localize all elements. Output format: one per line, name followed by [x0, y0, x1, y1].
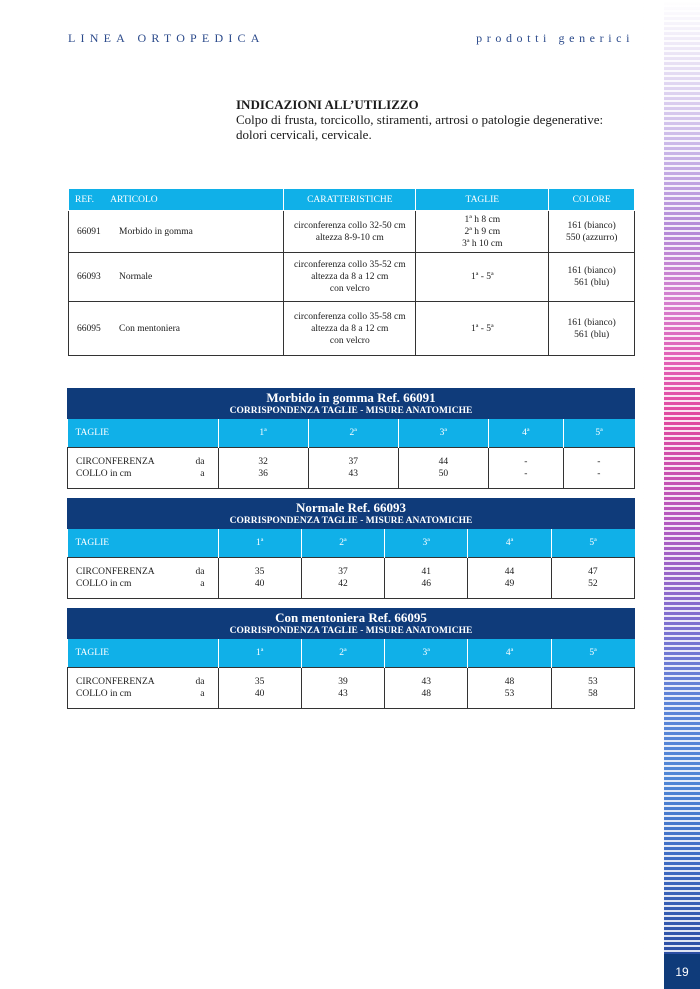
size-header: 2ª: [301, 529, 384, 558]
size-value: [218, 448, 308, 489]
value-a: 36: [258, 469, 268, 479]
value-da: -: [597, 457, 601, 467]
value-a: 58: [588, 689, 598, 699]
value-a: 43: [338, 689, 348, 699]
car-line: circonferenza collo 32-50 cm: [294, 220, 406, 231]
size-value: [488, 448, 563, 489]
value-a: 48: [421, 689, 431, 699]
car-line: circonferenza collo 35-58 cm: [294, 311, 406, 322]
cell-ref: 66095: [69, 302, 114, 356]
size-header: 4ª: [468, 639, 551, 668]
cell-taglie: [416, 211, 549, 253]
measure-label: [68, 558, 219, 599]
value-a: 42: [338, 579, 348, 589]
value-da: 53: [588, 677, 598, 687]
size-header: 2ª: [308, 419, 398, 448]
value-da: 41: [421, 567, 431, 577]
label-text: CIRCONFERENZA: [76, 457, 155, 467]
taglia-line: 2ª h 9 cm: [464, 226, 501, 237]
value-a: 40: [254, 689, 265, 699]
label-text: COLLO in cm: [76, 469, 132, 479]
size-table-subtitle: CORRISPONDENZA TAGLIE - MISURE ANATOMICHE: [229, 406, 473, 416]
product-table: [68, 188, 635, 356]
label-text: CIRCONFERENZA: [76, 677, 155, 687]
size-grid: [67, 419, 635, 489]
size-value: [218, 668, 301, 709]
table-row: [68, 668, 635, 709]
size-value: [308, 448, 398, 489]
value-da: 37: [348, 457, 358, 467]
value-da: 39: [338, 677, 348, 687]
car-line: altezza 8-9-10 cm: [315, 232, 384, 243]
page-number: 19: [664, 954, 700, 989]
size-header-label: TAGLIE: [68, 639, 219, 668]
table-row: [69, 253, 635, 302]
measure-label: [68, 668, 219, 709]
indications-line-2: dolori cervicali, cervicale.: [236, 127, 372, 142]
size-header: 5ª: [563, 419, 634, 448]
size-value: [301, 668, 384, 709]
car-line: altezza da 8 a 12 cm: [311, 272, 389, 282]
size-header: 5ª: [551, 529, 634, 558]
value-a: -: [524, 469, 528, 479]
size-value: [551, 558, 634, 599]
size-value: [398, 448, 488, 489]
cell-colore: [549, 211, 635, 253]
indications-line-1: Colpo di frusta, torcicollo, stiramenti, artrosi o patologie degenerative:: [236, 112, 604, 127]
table-row: [68, 558, 635, 599]
car-line: con velcro: [329, 335, 370, 346]
size-header: 1ª: [218, 639, 301, 668]
size-header: 4ª: [488, 419, 563, 448]
header-category: prodotti generici: [476, 31, 634, 45]
cell-taglie: 1ª - 5ª: [416, 302, 549, 356]
table-row: [69, 302, 635, 356]
size-header: 1ª: [218, 529, 301, 558]
value-da: 47: [588, 567, 598, 577]
decorative-stripes: [664, 0, 700, 954]
value-da: 44: [438, 457, 449, 467]
label-suffix: da: [195, 677, 205, 687]
cell-articolo: Morbido in gomma: [113, 211, 284, 253]
value-da: 32: [258, 457, 268, 467]
value-a: 40: [254, 579, 265, 589]
header-ref-articolo: [69, 189, 284, 211]
size-header: 3ª: [398, 419, 488, 448]
indications-block: [236, 97, 656, 142]
size-table-name: Normale Ref. 66093: [295, 500, 407, 515]
cell-taglie: 1ª - 5ª: [416, 253, 549, 302]
cell-ref: 66093: [69, 253, 114, 302]
size-table-title: [67, 608, 635, 639]
car-line: circonferenza collo 35-52 cm: [294, 260, 406, 270]
table-row: [69, 211, 635, 253]
decorative-stripes-fade: [638, 0, 664, 954]
size-value: [563, 448, 634, 489]
value-da: 35: [254, 677, 265, 687]
label-text: COLLO in cm: [76, 579, 132, 589]
size-value: [385, 558, 468, 599]
size-header: 5ª: [551, 639, 634, 668]
label-text: CIRCONFERENZA: [76, 567, 155, 577]
size-value: [551, 668, 634, 709]
size-table-title: [67, 388, 635, 419]
value-a: 53: [504, 689, 515, 699]
cell-articolo: Con mentoniera: [113, 302, 284, 356]
value-da: 35: [254, 567, 265, 577]
measure-label: [68, 448, 219, 489]
colore-line: 161 (bianco): [567, 317, 616, 328]
size-table-normale: [67, 498, 635, 599]
cell-ref: 66091: [69, 211, 114, 253]
size-grid: [67, 639, 635, 709]
size-header-label: TAGLIE: [68, 529, 219, 558]
size-value: [468, 668, 551, 709]
label-suffix: da: [195, 567, 205, 577]
taglia-line: 1ª h 8 cm: [464, 214, 501, 225]
size-header: 1ª: [218, 419, 308, 448]
cell-articolo: Normale: [113, 253, 284, 302]
size-table-name: Morbido in gomma Ref. 66091: [266, 390, 436, 405]
cell-colore: [549, 302, 635, 356]
label-suffix: a: [200, 689, 205, 699]
value-da: 43: [421, 677, 431, 687]
value-a: 50: [438, 469, 449, 479]
value-da: 37: [338, 567, 348, 577]
car-line: con velcro: [329, 284, 370, 294]
label-suffix: a: [200, 469, 205, 479]
colore-line: 561 (blu): [574, 329, 610, 340]
cell-caratteristiche: [284, 211, 416, 253]
table-row: [68, 448, 635, 489]
label-suffix: da: [195, 457, 205, 467]
label-suffix: a: [200, 579, 205, 589]
value-da: 48: [504, 677, 515, 687]
indications-title: INDICAZIONI ALL’UTILIZZO: [236, 97, 419, 112]
value-da: -: [524, 457, 528, 467]
value-a: -: [597, 469, 601, 479]
label-text: COLLO in cm: [76, 689, 132, 699]
size-value: [218, 558, 301, 599]
value-a: 46: [421, 579, 431, 589]
value-a: 43: [348, 469, 358, 479]
car-line: altezza da 8 a 12 cm: [311, 323, 389, 334]
size-grid: [67, 529, 635, 599]
cell-caratteristiche: [284, 302, 416, 356]
header-ref: REF.: [75, 194, 95, 205]
size-header-label: TAGLIE: [68, 419, 219, 448]
size-header: 3ª: [385, 529, 468, 558]
header-taglie: TAGLIE: [416, 189, 549, 211]
size-table-subtitle: CORRISPONDENZA TAGLIE - MISURE ANATOMICHE: [229, 516, 473, 526]
size-table-morbido: [67, 388, 635, 489]
size-table-title: [67, 498, 635, 529]
size-header: 2ª: [301, 639, 384, 668]
colore-line: 550 (azzurro): [565, 232, 618, 243]
value-da: 44: [504, 567, 515, 577]
cell-caratteristiche: [284, 253, 416, 302]
size-value: [301, 558, 384, 599]
size-value: [468, 558, 551, 599]
size-value: [385, 668, 468, 709]
size-table-name: Con mentoniera Ref. 66095: [275, 610, 427, 625]
size-table-subtitle: CORRISPONDENZA TAGLIE - MISURE ANATOMICHE: [229, 626, 473, 636]
size-table-mentoniera: [67, 608, 635, 709]
header-colore: COLORE: [549, 189, 635, 211]
header-articolo: ARTICOLO: [110, 194, 158, 205]
size-header: 4ª: [468, 529, 551, 558]
cell-colore: [549, 253, 635, 302]
header-section-title: LINEA ORTOPEDICA: [68, 31, 265, 45]
colore-line: 161 (bianco): [567, 220, 616, 231]
size-header: 3ª: [385, 639, 468, 668]
taglia-line: 3ª h 10 cm: [462, 238, 503, 249]
colore-line: 161 (bianco): [567, 266, 616, 276]
value-a: 52: [588, 579, 598, 589]
value-a: 49: [504, 579, 515, 589]
header-caratteristiche: CARATTERISTICHE: [284, 189, 416, 211]
colore-line: 561 (blu): [574, 278, 610, 288]
